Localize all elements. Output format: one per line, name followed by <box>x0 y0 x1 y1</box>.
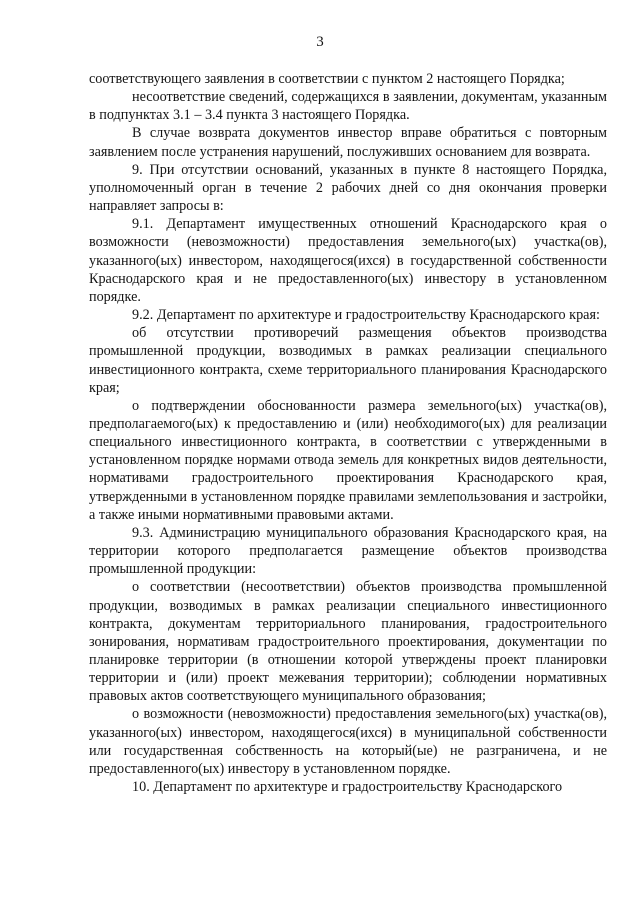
paragraph-item-9-1: 9.1. Департамент имущественных отношений Краснодарского края о возможности (невозможности) предоставления земельного(ых) участка(ов), указанного(ых) инвестором, находящегося(ихся) в государственной собственности Краснодарского края и не предоставленного(ых) инвестору в установленном порядке. <box>89 216 607 305</box>
paragraph-item-9-3: 9.3. Администрацию муниципального образования Краснодарского края, на территории которого предполагается размещение объектов производства промышленной продукции: <box>89 524 607 578</box>
paragraph-return-documents: В случае возврата документов инвестор вправе обратиться с повторным заявлением после устранения нарушений, послуживших основанием для возврата. <box>89 125 607 160</box>
paragraph-item-9-3-conformity: о соответствии (несоответствии) объектов производства промышленной продукции, возводимых в рамках реализации специального инвестиционного контракта, документам территориального планирования, градостроительного зонирования, нормативам градостроительного проектирования, документации по планировке территории (в отношении которой утверждены проект планировки территории и (или) проект межевания территории); соблюдении нормативных правовых актов соответствующего муниципального образования; <box>89 579 607 705</box>
paragraph-item-9-2-land-size: о подтверждении обоснованности размера земельного(ых) участка(ов), предполагаемого(ых) к предоставлению и (или) необходимого(ых) для реализации специального инвестиционного контракта, в соответствии с утвержденными в установленном порядке нормами отвода земель для конкретных видов деятельности, нормативами градостроительного проектирования Краснодарского края, утвержденными в установленном порядке правилами землепользования и застройки, а также иными нормативными правовыми актами. <box>89 397 607 523</box>
paragraph-item-10: 10. Департамент по архитектуре и градостроительству Краснодарского <box>132 779 563 796</box>
page-number: 3 <box>316 34 324 50</box>
paragraph-item-9: 9. При отсутствии оснований, указанных в пункте 8 настоящего Порядка, уполномоченный орган в течение 2 рабочих дней со дня окончания проверки направляет запросы в: <box>89 161 607 215</box>
paragraph-item-9-3-possibility: о возможности (невозможности) предоставления земельного(ых) участка(ов), указанного(ых) инвестором, находящегося(ихся) в муниципальной собственности или государственная собственность на который(ые) не разграничена, и не предоставленного(ых) инвестору в установленном порядке. <box>89 706 607 777</box>
paragraph-mismatch-reason: несоответствие сведений, содержащихся в заявлении, документам, указанным в подпунктах 3.1 – 3.4 пункта 3 настоящего Порядка. <box>89 89 607 124</box>
paragraph-item-9-2: 9.2. Департамент по архитектуре и градостроительству Краснодарского края: <box>132 307 600 324</box>
paragraph-continuation: соответствующего заявления в соответствии с пунктом 2 настоящего Порядка; <box>89 71 565 87</box>
paragraph-item-9-2-contradictions: об отсутствии противоречий размещения объектов производства промышленной продукции, возводимых в рамках реализации специального инвестиционного контракта, схеме территориального планирования Краснодарского края; <box>89 325 607 396</box>
document-body <box>89 70 607 796</box>
